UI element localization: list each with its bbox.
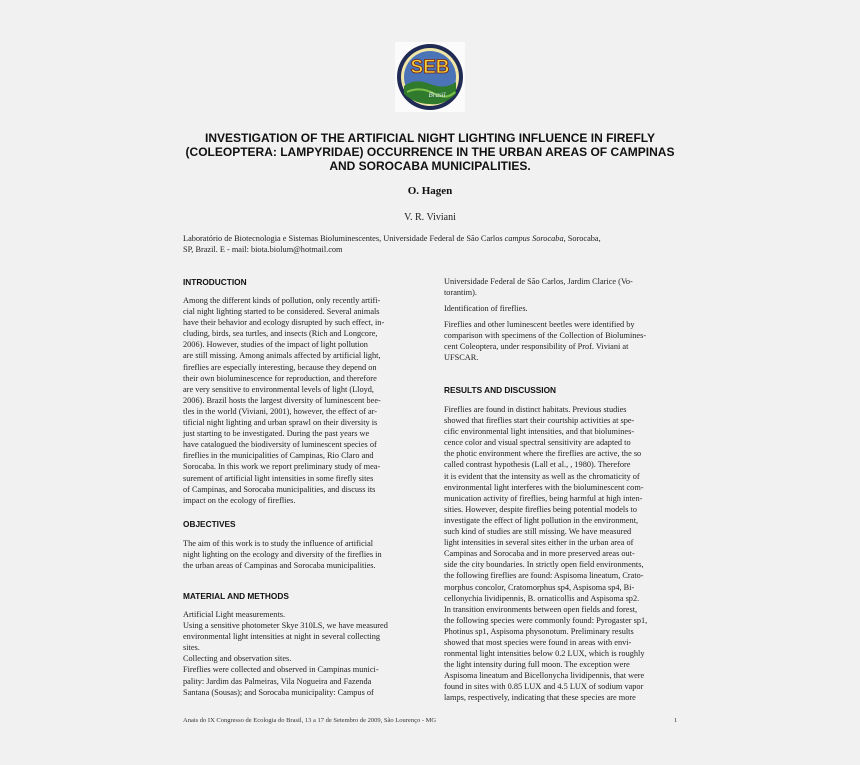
text-line: their own bioluminescence for reproduction, and therefore (183, 373, 377, 383)
text-line: night lighting on the ecology and diversity of the fireflies in (183, 550, 382, 560)
affiliation (183, 233, 677, 256)
text-line: 2006). However, studies of the impact of light pollution (183, 340, 368, 350)
text-line: fireflies are especially interesting, because they depend on (183, 362, 377, 372)
logo-text: SEB (410, 57, 450, 78)
affiliation-line1-end: , Sorocaba, (563, 234, 601, 243)
text-line: showed that fireflies start their courtship activities at spe- (444, 416, 635, 426)
identification-text (444, 319, 679, 363)
page-number: 1 (674, 717, 678, 724)
results-heading: RESULTS AND DISCUSSION (444, 385, 557, 395)
text-line: side the city boundaries. In strictly open field environments, (444, 560, 644, 570)
text-line: 2006). Brazil hosts the largest diversity of luminescent bee- (183, 395, 381, 405)
text-line: light intensities in several sites either in the urban area of (444, 538, 634, 548)
results-text (444, 404, 679, 704)
text-line: the following fireflies are found: Aspisoma lineatum, Crato- (444, 571, 644, 581)
author-secondary: V. R. Viviani (404, 212, 456, 223)
text-line: fireflies in the municipalities of Campinas, Rio Claro and (183, 451, 374, 461)
text-line: Aspisoma lineatum and Bicellonycha lividipennis, that were (444, 671, 645, 681)
text-line: showed that most species were found in areas with envi- (444, 637, 632, 647)
affiliation-campus: campus Sorocaba (504, 234, 564, 243)
text-line: investigate the effect of light pollution in the environment, (444, 515, 639, 525)
text-line: Sorocaba. In this work we report preliminary study of mea- (183, 462, 381, 472)
objectives-heading: OBJECTIVES (183, 519, 236, 529)
text-line: Fireflies are found in distinct habitats. Previous studies (444, 405, 627, 414)
author-primary: O. Hagen (407, 185, 453, 197)
text-line: Collecting and observation sites. (183, 654, 292, 664)
text-line: cent Coleoptera, under responsibility of Prof. Viviani at (444, 342, 629, 352)
methods-text (183, 609, 418, 698)
text-line: Photinus sp1, Aspisoma physonotum. Preliminary results (444, 626, 634, 636)
text-line: surement of artificial light intensities in some firefly sites (183, 473, 374, 483)
affiliation-line1: Laboratório de Biotecnologia e Sistemas Bioluminescentes, Universidade Federal de São Carlos (183, 234, 503, 243)
introduction-text (183, 295, 418, 506)
text-line: cence color and visual spectral sensitivity are adapted to (444, 438, 631, 448)
text-line: ronmental light intensities below 0.2 LUX, which is roughly (444, 649, 645, 659)
text-line: tles in the world (Viviani, 2001), however, the effect of ar- (183, 406, 377, 416)
text-line: have their behavior and ecology disrupted by such effect, in- (183, 318, 385, 328)
text-line: The aim of this work is to study the influence of artificial (183, 539, 374, 548)
text-line: munication activity of fireflies, being harmful at high inten- (444, 493, 643, 503)
text-line: are still missing. Among animals affected by artificial light, (183, 351, 381, 361)
text-line: pality: Jardim das Palmeiras, Vila Nogueira and Fazenda (183, 676, 372, 686)
text-line: Fireflies were collected and observed in Campinas munici- (183, 665, 379, 675)
text-line: cellonychia lividipennis, B. ornaticollis and Aspisoma sp2. (444, 593, 640, 603)
text-line: the photic environment where the fireflies are active, the so (444, 449, 642, 459)
text-line: comparison with specimens of the Collection of Biolumines- (444, 331, 647, 341)
objectives-text (183, 538, 418, 571)
affiliation-line2: SP, Brazil. E - mail: biota.biolum@hotmail.com (183, 245, 343, 255)
text-line: have catalogued the biodiversity of luminescent species of (183, 440, 377, 450)
methods-heading: MATERIAL AND METHODS (183, 591, 289, 601)
footer-citation: Anais do IX Congresso de Ecologia do Brasil, 13 a 17 de Setembro de 2009, São Lourenço - MG (183, 717, 437, 724)
text-line: sites. (183, 643, 200, 653)
identification-label: Identification of fireflies. (444, 304, 528, 313)
paper-title: INVESTIGATION OF THE ARTIFICIAL NIGHT LIGHTING INFLUENCE IN FIREFLY (COLEOPTERA: LAMPYRIDAE) OCCURRENCE IN THE URBAN AREAS OF CAMPINAS AND SOROCABA MUNICIPALITIES. (185, 131, 675, 173)
text-line: are very sensitive to environmental levels of light (Lloyd, (183, 384, 375, 394)
text-line: environmental light intensities at night in several collecting (183, 632, 381, 642)
text-line: Among the different kinds of pollution, only recently artifi- (183, 296, 381, 305)
text-line: called contrast hypothesis (Lall et al., , 1980). Therefore (444, 460, 631, 470)
text-line: the following species were commonly found: Pyrogaster sp1, (444, 615, 648, 625)
text-line: the light intensity during full moon. The exception were (444, 660, 630, 670)
text-line: Using a sensitive photometer Skye 310LS, we have measured (183, 621, 388, 631)
methods-text-continued (444, 276, 679, 298)
text-line: UFSCAR. (444, 353, 479, 363)
text-line: Fireflies and other luminescent beetles were identified by (444, 320, 635, 329)
text-line: environmental light interferes with the bioluminescent com- (444, 482, 644, 492)
text-line: cific environmental light intensities, and that biolumines- (444, 427, 635, 437)
text-line: Universidade Federal de São Carlos, Jardim Clarice (Vo- (444, 277, 633, 286)
text-line: In transition environments between open fields and forest, (444, 604, 638, 614)
text-line: just starting to be investigated. During the past years we (183, 429, 370, 439)
logo-subtext: Brasil (428, 91, 446, 99)
text-line: Santana (Sousas); and Sorocaba municipality: Campus of (183, 687, 374, 697)
text-line: cial night lighting started to be considered. Several animals (183, 307, 380, 317)
text-line: the urban areas of Campinas and Sorocaba municipalities. (183, 561, 376, 571)
text-line: torantim). (444, 288, 477, 298)
introduction-heading: INTRODUCTION (183, 277, 247, 287)
text-line: sities. However, despite fireflies being potential models to (444, 504, 637, 514)
text-line: tificial night lighting and urban sprawl on their diversity is (183, 418, 378, 428)
text-line: Campinas and Sorocaba and in more preserved areas out- (444, 549, 635, 559)
text-line: of Campinas, and Sorocaba municipalities, and discuss its (183, 484, 376, 494)
text-line: such kind of studies are still missing. We have measured (444, 527, 632, 537)
text-line: found in sites with 0.85 LUX and 4.5 LUX of sodium vapor (444, 682, 644, 692)
text-line: morphus concolor, Cratomorphus sp4, Aspisoma sp4, Bi- (444, 582, 635, 592)
text-line: lamps, respectively, indicating that these species are more (444, 693, 636, 703)
text-line: it is evident that the intensity as well as the chromaticity of (444, 471, 640, 481)
seb-logo (395, 42, 465, 112)
text-line: Artificial Light measurements. (183, 610, 286, 619)
text-line: cluding, birds, sea turtles, and insects (Rich and Longcore, (183, 329, 378, 339)
text-line: impact on the ecology of fireflies. (183, 495, 296, 505)
